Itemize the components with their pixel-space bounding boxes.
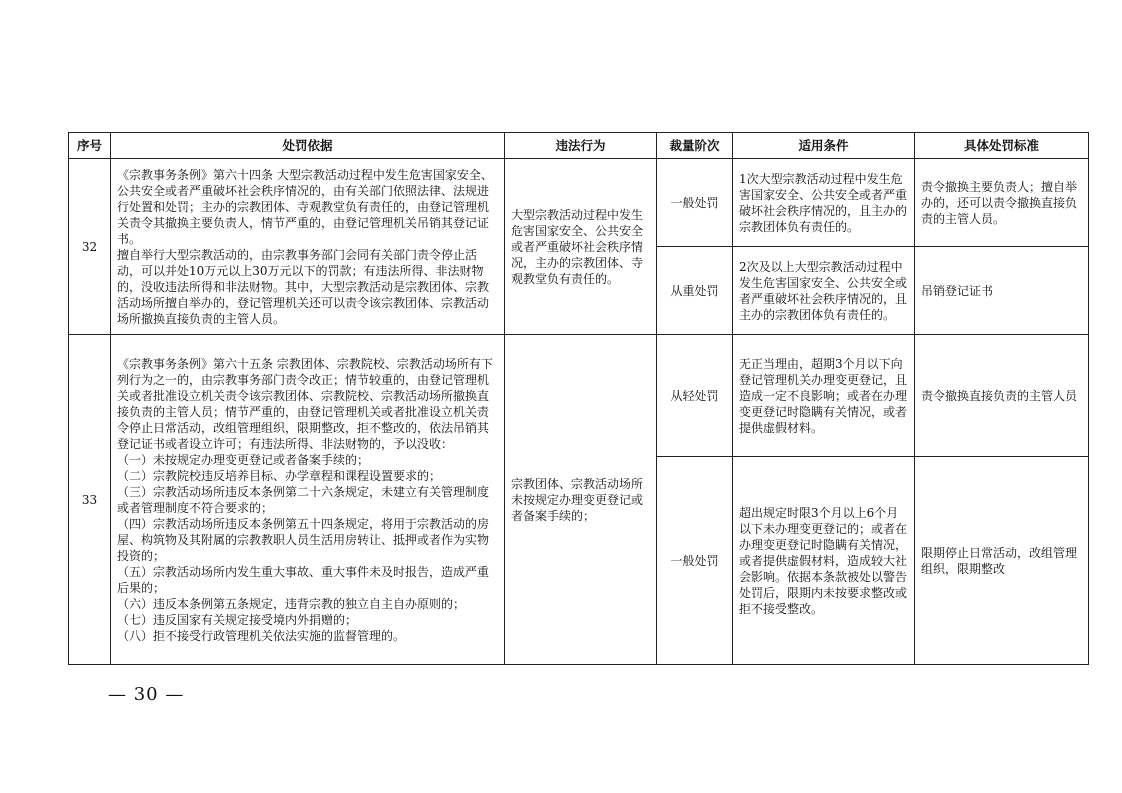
- applicable-condition: 无正当理由，超期3个月以下向登记管理机关办理变更登记，且造成一定不良影响；或者在办理变更登记时隐瞒有关情况，或者提供虚假材料。: [733, 335, 915, 457]
- penalty-standard: 限期停止日常活动，改组管理组织，限期整改: [915, 457, 1089, 665]
- page-number: — 30 —: [108, 684, 185, 705]
- header-standard: 具体处罚标准: [915, 133, 1089, 159]
- penalty-table: [68, 132, 1089, 665]
- header-no: 序号: [69, 133, 111, 159]
- penalty-basis: [111, 335, 505, 665]
- basis-item: （三）宗教活动场所违反本条例第二十六条规定，未建立有关管理制度或者管理制度不符合要求的；: [117, 484, 490, 515]
- basis-item: （七）违反国家有关规定接受境内外捐赠的；: [117, 612, 358, 627]
- penalty-basis: [111, 159, 505, 335]
- applicable-condition: 超出规定时限3个月以上6个月以下未办理变更登记的；或者在办理变更登记时隐瞒有关情况，或者提供虚假材料，造成较大社会影响。依据本条款被处以警告处罚后，限期内未按要求整改或拒不接受整改。: [733, 457, 915, 665]
- row-number: 33: [69, 335, 111, 665]
- basis-item: （二）宗教院校违反培养目标、办学章程和课程设置要求的；: [117, 468, 442, 483]
- row-number: 32: [69, 159, 111, 335]
- header-level: 裁量阶次: [657, 133, 733, 159]
- violation-text: 大型宗教活动过程中发生危害国家安全、公共安全或者严重破坏社会秩序情况，主办的宗教团体、寺观教堂负有责任的。: [505, 159, 657, 335]
- basis-paragraph: 擅自举行大型宗教活动的，由宗教事务部门会同有关部门责令停止活动，可以并处10万元以上30万元以下的罚款；有违法所得、非法财物的，没收违法所得和非法财物。其中，大型宗教活动是宗教团体、宗教活动场所擅自举办的，登记管理机关还可以责令该宗教团体、宗教活动场所撤换直接负责的主管人员。: [117, 247, 490, 326]
- penalty-level: 从重处罚: [657, 247, 733, 335]
- table-row: [69, 335, 1089, 457]
- header-violation: 违法行为: [505, 133, 657, 159]
- basis-item: （八）拒不接受行政管理机关依法实施的监督管理的。: [117, 628, 406, 643]
- basis-item: （一）未按规定办理变更登记或者备案手续的；: [117, 452, 370, 467]
- penalty-standard: 责令撤换主要负责人；擅自举办的，还可以责令撤换直接负责的主管人员。: [915, 159, 1089, 247]
- table-row: [69, 159, 1089, 247]
- basis-paragraph: 《宗教事务条例》第六十五条 宗教团体、宗教院校、宗教活动场所有下列行为之一的，由宗教事务部门责令改正；情节较重的，由登记管理机关或者批准设立机关责令该宗教团体、宗教院校、宗教活动场所撤换直接负责的主管人员；情节严重的，由登记管理机关或者批准设立机关责令停止日常活动，改组管理组织，限期整改，拒不整改的，依法吊销其登记证书或者设立许可；有违法所得、非法财物的，予以没收：: [117, 356, 493, 451]
- table-header-row: [69, 133, 1089, 159]
- penalty-level: 一般处罚: [657, 457, 733, 665]
- basis-item: （四）宗教活动场所违反本条例第五十四条规定，将用于宗教活动的房屋、构筑物及其附属的宗教教职人员生活用房转让、抵押或者作为实物投资的；: [117, 516, 490, 563]
- violation-text: 宗教团体、宗教活动场所未按规定办理变更登记或者备案手续的；: [505, 335, 657, 665]
- penalty-level: 从轻处罚: [657, 335, 733, 457]
- header-condition: 适用条件: [733, 133, 915, 159]
- applicable-condition: 1次大型宗教活动过程中发生危害国家安全、公共安全或者严重破坏社会秩序情况的，且主办的宗教团体负有责任的。: [733, 159, 915, 247]
- basis-paragraph: 《宗教事务条例》第六十四条 大型宗教活动过程中发生危害国家安全、公共安全或者严重破坏社会秩序情况的，由有关部门依照法律、法规进行处置和处罚；主办的宗教团体、寺观教堂负有责任的，由登记管理机关责令其撤换主要负责人，情节严重的，由登记管理机关吊销其登记证书。: [117, 167, 493, 246]
- penalty-standard: 责令撤换直接负责的主管人员: [915, 335, 1089, 457]
- basis-item: （五）宗教活动场所内发生重大事故、重大事件未及时报告，造成严重后果的；: [117, 564, 490, 595]
- penalty-level: 一般处罚: [657, 159, 733, 247]
- applicable-condition: 2次及以上大型宗教活动过程中发生危害国家安全、公共安全或者严重破坏社会秩序情况的，且主办的宗教团体负有责任的。: [733, 247, 915, 335]
- header-basis: 处罚依据: [111, 133, 505, 159]
- basis-item: （六）违反本条例第五条规定，违背宗教的独立自主自办原则的；: [117, 596, 466, 611]
- penalty-standard: 吊销登记证书: [915, 247, 1089, 335]
